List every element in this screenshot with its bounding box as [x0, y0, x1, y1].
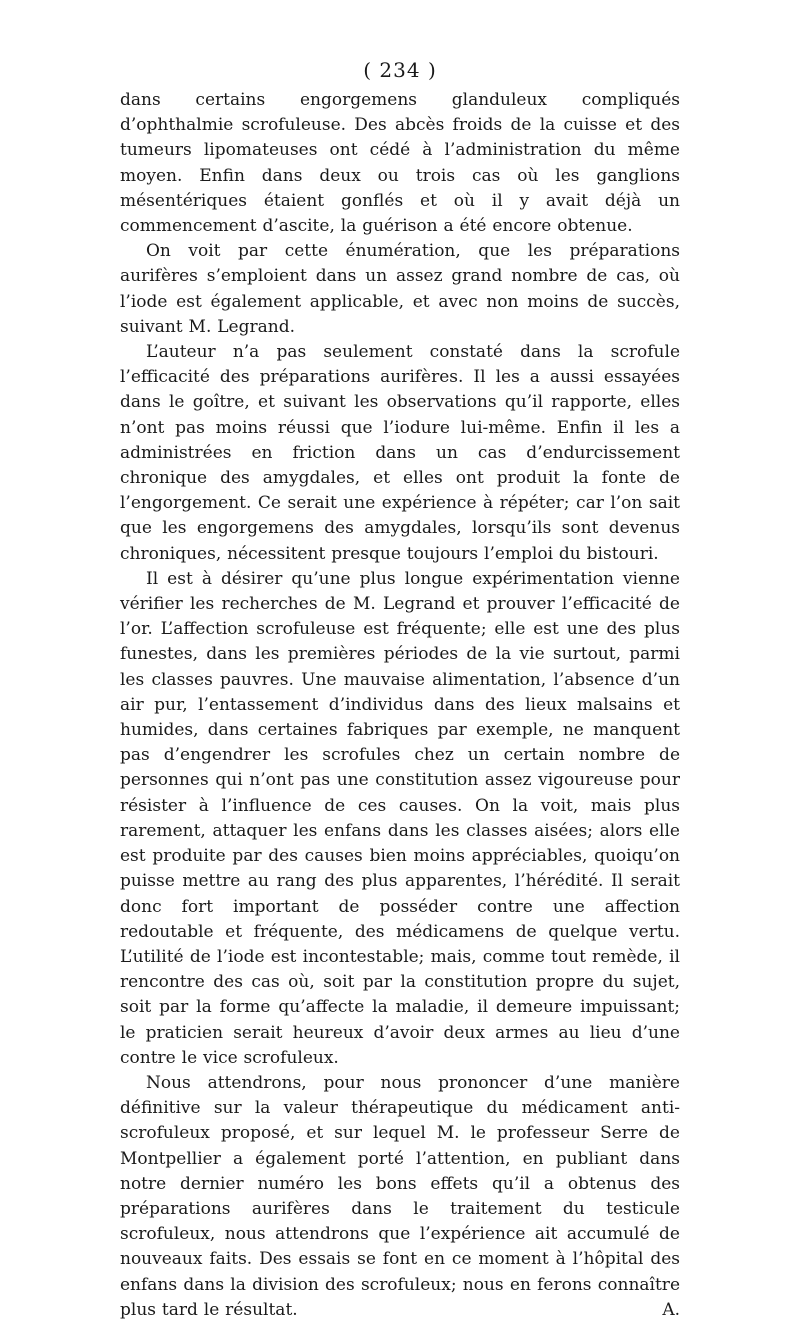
- body-text: [120, 88, 680, 1323]
- page-number: ( 234 ): [363, 58, 437, 82]
- paragraph-1: dans certains engorgemens glanduleux compliqués d’ophthalmie scrofuleuse. Des abcès froids de la cuisse et des tumeurs lipomateuses ont cédé à l’administration du même moyen. Enfin dans deux ou trois cas où les ganglions mésentériques étaient gonflés et où il y avait déjà un commencement d’ascite, la guérison a été encore obtenue.: [120, 90, 680, 237]
- paragraph-3: L’auteur n’a pas seulement constaté dans la scrofule l’efficacité des préparations aurifères. Il les a aussi essayées dans le goître, et suivant les observations qu’il rapporte, elles n’ont pas moins réussi que l’iodure lui-même. Enfin il les a administrées en friction dans un cas d’endurcissement chronique des amygdales, et elles ont produit la fonte de l’engorgement. Ce serait une expérience à répéter; car l’on sait que les engorgemens des amygdales, lorsqu’ils sont devenus chroniques, nécessitent presque toujours l’emploi du bistouri.: [120, 342, 680, 564]
- paragraph-2: On voit par cette énumération, que les préparations aurifères s’emploient dans un assez grand nombre de cas, où l’iode est également applicable, et avec non moins de succès, suivant M. Legrand.: [120, 241, 680, 337]
- paragraph-5: [120, 1071, 680, 1323]
- paragraph-4: Il est à désirer qu’une plus longue expérimentation vienne vérifier les recherches de M. Legrand et prouver l’efficacité de l’or. L’affection scrofuleuse est fréquente; elle est une des plus funestes, dans les premières périodes de la vie surtout, parmi les classes pauvres. Une mauvaise alimentation, l’absence d’un air pur, l’entassement d’individus dans des lieux malsains et humides, dans certaines fabriques par exemple, ne manquent pas d’engendrer les scrofules chez un certain nombre de personnes qui n’ont pas une constitution assez vigoureuse pour résister à l’influence de ces causes. On la voit, mais plus rarement, attaquer les enfans dans les classes aisées; alors elle est produite par des causes bien moins appréciables, quoiqu’on puisse mettre au rang des plus apparentes, l’hérédité. Il serait donc fort important de posséder contre une affection redoutable et fréquente, des médicamens de quelque vertu. L’utilité de l’iode est incontestable; mais, comme tout remède, il rencontre des cas où, soit par la constitution propre du sujet, soit par la forme qu’affecte la maladie, il demeure impuissant; le praticien serait heureux d’avoir deux armes au lieu d’une contre le vice scrofuleux.: [120, 568, 680, 1068]
- paragraph-5-text: Nous attendrons, pour nous prononcer d’une manière définitive sur la valeur thérapeutique du médicament anti-scrofuleux proposé, et sur lequel M. le professeur Serre de Montpellier a également porté l’attention, en publiant dans notre dernier numéro les bons effets qu’il a obtenus des préparations aurifères dans le traitement du testicule scrofuleux, nous attendrons que l’expérience ait accumulé de nouveaux faits. Des essais se font en ce moment à l’hôpital des enfans dans la division des scrofuleux; nous en ferons connaître plus tard le résultat.: [120, 1072, 680, 1320]
- author-signature: A.: [662, 1299, 680, 1320]
